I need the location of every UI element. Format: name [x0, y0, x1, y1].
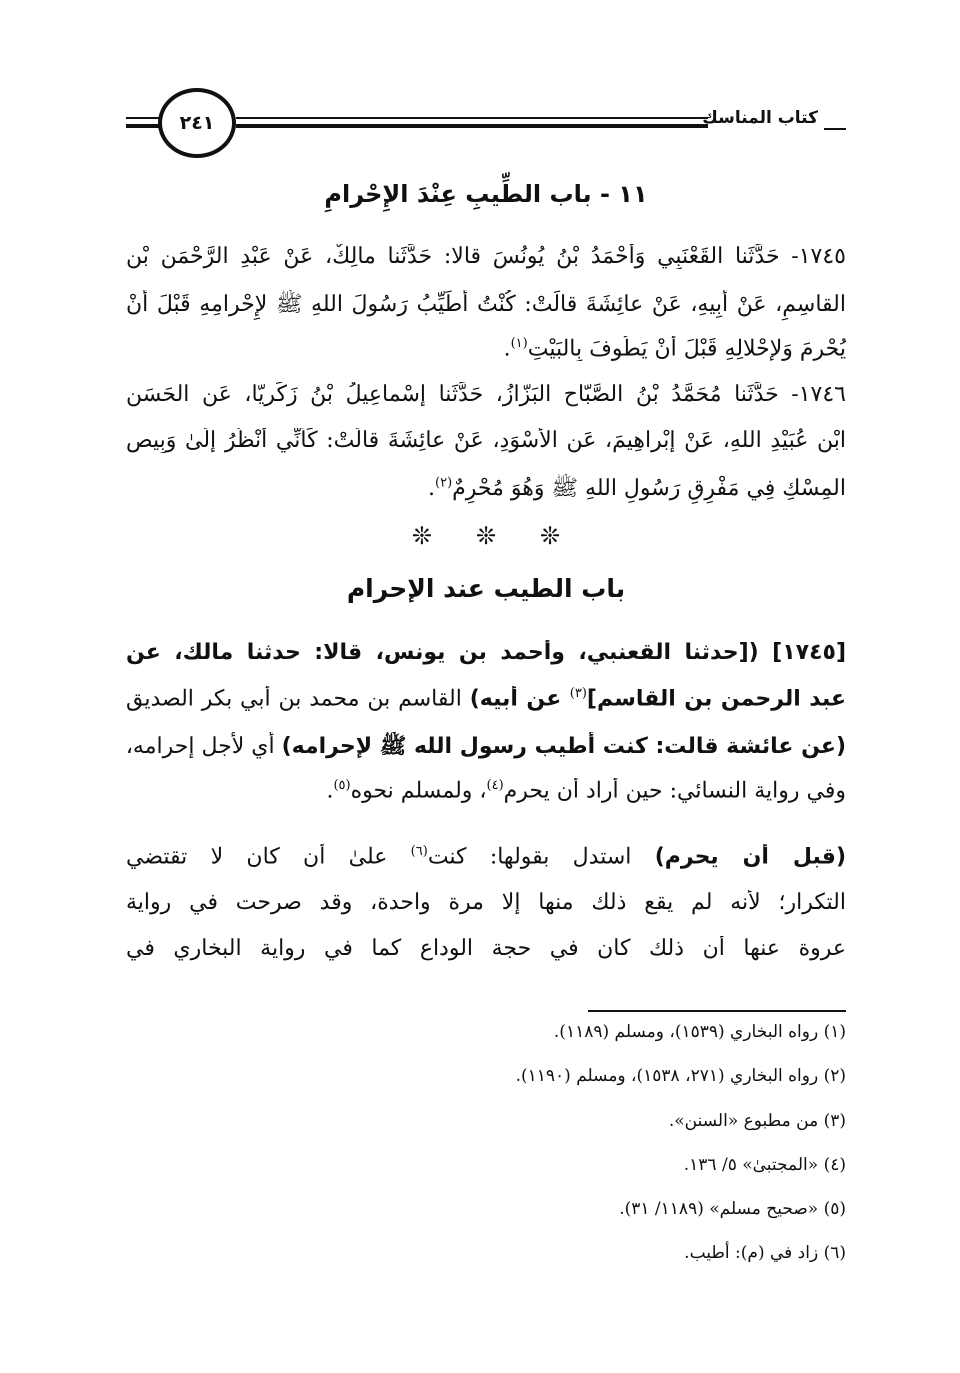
commentary-line [126, 686, 846, 711]
commentary-paragraph-1 [126, 640, 846, 830]
section-separator [126, 522, 846, 550]
commentary-bold: عن أبيه) [469, 686, 570, 712]
footnote-ref: (١) [510, 336, 528, 351]
commentary-line: عروة عنها أن ذلك كان في حجة الوداع كما في رواية البخاري في [126, 936, 846, 961]
footnote-ref: (٣) [569, 686, 587, 701]
page-number-badge [158, 88, 236, 158]
header-rule-left-top [126, 117, 160, 119]
hadith-1746 [126, 382, 846, 512]
hadith-end: . [503, 336, 511, 362]
hadith-text: المِسْكِ فِي مَفْرِقِ رَسُولِ اللهِ ﷺ وَهُوَ مُحْرِمٌ [452, 476, 846, 501]
hadith-text: يُحْرِمَ وَلإِحْلالِهِ قَبْلَ أَنْ يَطُوفَ بِالبَيْتِ [527, 336, 846, 362]
commentary-line [126, 732, 846, 764]
commentary-bold: (قبل أن يحرم) [654, 844, 846, 870]
page-number: ٢٤١ [179, 112, 215, 134]
commentary-bold: عبد الرحمن بن القاسم] [586, 686, 846, 712]
commentary-text: وفي رواية النسائي: حين أراد أن يحرم [503, 778, 846, 804]
footnote-ref: (٤) [486, 778, 504, 793]
commentary-bold: [١٧٤٥] ([حدثنا القعنبي، وأحمد بن يونس، قالا: حدثنا مالك، عن [126, 640, 846, 665]
commentary-text: . [326, 778, 334, 804]
star-ornament: ❊ [411, 522, 432, 550]
commentary-text: أي لأجل إحرامه، [126, 734, 282, 759]
hadith-line: ١٧٤٦- حَدَّثَنا مُحَمَّدُ بْنُ الصَّبّاحِ البَزّازُ، حَدَّثَنا إِسْماعِيلُ بْنُ زَكَرِيّا، عَنِ الحَسَنِ [126, 382, 846, 407]
commentary-line [126, 640, 846, 665]
footnote-4: (٤) «المجتبىٰ» ٥/ ١٣٦. [683, 1155, 846, 1175]
commentary-line: التكرار؛ لأنه لم يقع ذلك منها إلا مرة واحدة، وقد صرحت في رواية [126, 890, 846, 915]
hadith-line [126, 474, 846, 506]
footnote-1: (١) رواه البخاري (١٥٣٩)، ومسلم (١١٨٩). [553, 1022, 846, 1042]
commentary-line [126, 844, 846, 869]
commentary-heading: باب الطيب عند الإحرام [346, 574, 626, 603]
hadith-line: ابْنِ عُبَيْدِ اللهِ، عَنْ إِبْراهِيمَ، عَنِ الأَسْوَدِ، عَنْ عائِشَةَ قالَتْ: كَأَنِّي أَنْظُرُ إِلَىٰ وَبِيصِ [126, 428, 846, 453]
star-ornament: ❊ [475, 522, 497, 550]
commentary-text: القاسم بن محمد بن أبي بكر الصديق [126, 686, 470, 712]
hadith-line: القاسِمِ، عَنْ أَبِيهِ، عَنْ عائِشَةَ قالَتْ: كُنْتُ أُطَيِّبُ رَسُولَ اللهِ ﷺ لإِحْرامِهِ قَبْلَ أَنْ [126, 292, 846, 317]
footnote-ref: (٦) [410, 844, 428, 859]
commentary-line [126, 778, 846, 803]
header-rule-left-bottom [126, 124, 160, 128]
hadith-line: ١٧٤٥- حَدَّثَنا القَعْنَبِي وَأَحْمَدُ بْنُ يُونُسَ قالا: حَدَّثَنا مالِكٌ، عَنْ عَبْدِ الرَّحْمَنِ بْنِ [126, 244, 846, 269]
header-rule-bottom [236, 124, 708, 128]
page-header [126, 88, 846, 162]
commentary-text: علىٰ أن كان لا تقتضي [126, 844, 411, 870]
commentary-text: ، ولمسلم نحوه [350, 778, 487, 804]
header-rule-right [824, 128, 846, 130]
footnote-divider [588, 1010, 846, 1012]
footnote-ref: (٢) [435, 475, 453, 491]
commentary-bold: (عن عائشة قالت: كنت أطيب رسول الله ﷺ لإحرامه) [281, 734, 846, 759]
footnote-6: (٦) زاد في (م): أطيب. [684, 1243, 846, 1263]
header-rule-top [236, 117, 708, 119]
hadith-1745 [126, 244, 846, 374]
commentary-paragraph-2 [126, 844, 846, 984]
hadith-line [126, 336, 846, 361]
footnote-3: (٣) من مطبوع «السنن». [668, 1111, 846, 1131]
commentary-text: استدل بقولها: كنت [427, 844, 655, 870]
footnote-5: (٥) «صحيح مسلم» (١١٨٩/ ٣١). [619, 1199, 846, 1219]
chapter-heading: ١١ - باب الطِّيبِ عِنْدَ الإِحْرامِ [324, 180, 648, 208]
hadith-end: . [428, 476, 436, 501]
footnote-2: (٢) رواه البخاري (٢٧١، ١٥٣٨)، ومسلم (١١٩٠). [515, 1066, 846, 1086]
star-ornament: ❊ [540, 522, 561, 550]
book-title: كتاب المناسك [702, 108, 818, 128]
footnote-ref: (٥) [333, 778, 351, 793]
